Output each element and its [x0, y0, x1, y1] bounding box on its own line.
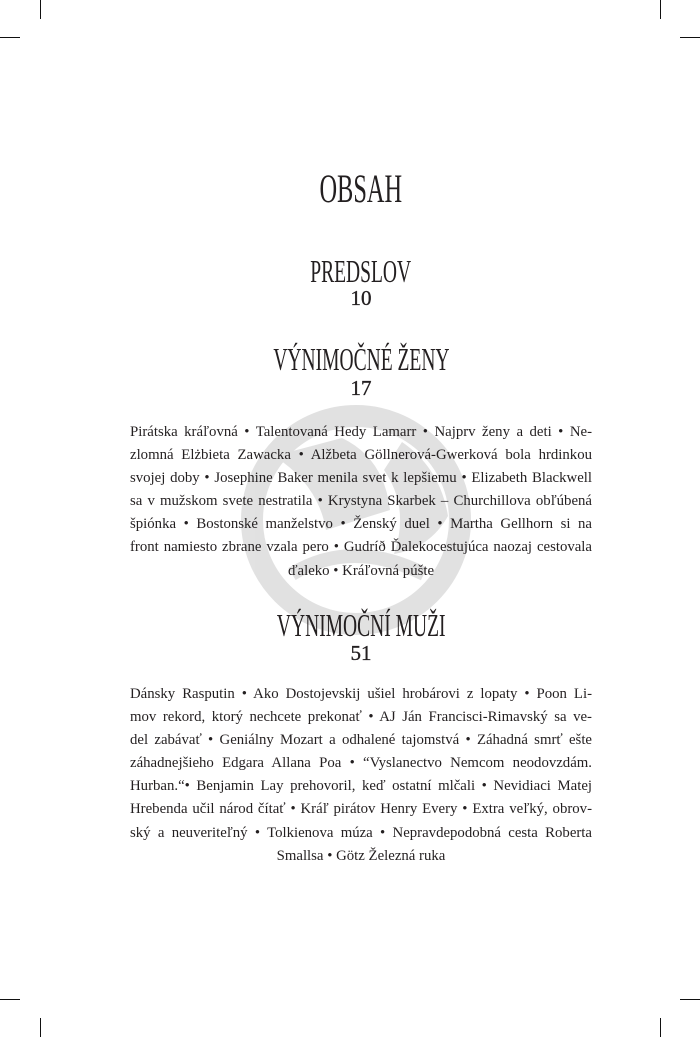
chapter-list-line: záhadnejšieho Edgara Allana Poa • “Vyslanectvo Nemcom neodovzdám.: [130, 755, 592, 772]
chapter-list-line: ský a neuveriteľný • Tolkienova múza • Nepravdepodobná cesta Roberta: [130, 824, 592, 841]
chapter-list-line: Hurban.“• Benjamin Lay prehovoril, keď ostatní mlčali • Nevidiaci Matej: [130, 778, 592, 795]
chapter-list-line: zlomná Elżbieta Zawacka • Alžbeta Göllnerová-Gwerková bola hrdinkou: [130, 447, 592, 464]
toc-page-number-vynimocne-zeny: 17: [350, 376, 372, 400]
crop-mark-top-right-vertical: [660, 0, 661, 19]
crop-mark-bottom-left-vertical: [40, 1018, 41, 1037]
crop-mark-top-left-vertical: [40, 0, 41, 19]
crop-mark-bottom-right-vertical: [660, 1018, 661, 1037]
crop-mark-bottom-left-horizontal: [0, 999, 20, 1000]
page-title-text: OBSAH: [319, 166, 403, 211]
toc-heading-vynimocni-muzi: [130, 609, 592, 641]
crop-mark-top-right-horizontal: [680, 37, 700, 38]
chapter-list-line: sa v mužskom svete nestratila • Krystyna Skarbek – Churchillova obľúbená: [130, 493, 592, 510]
section-heading-text: PREDSLOV: [310, 253, 412, 289]
toc-heading-vynimocne-zeny: [130, 343, 592, 375]
crop-mark-bottom-right-horizontal: [680, 999, 700, 1000]
page-title: [130, 166, 592, 211]
chapter-list-line: Smallsa • Götz Železná ruka: [276, 847, 446, 864]
chapter-list-line: front namiesto zbrane vzala pero • Gudríð Ďalekocestujúca naozaj cestovala: [130, 539, 592, 556]
toc-chapter-list-zeny: [130, 421, 592, 583]
crop-mark-top-left-horizontal: [0, 37, 20, 38]
chapter-list-line: špiónka • Bostonské manželstvo • Ženský duel • Martha Gellhorn si na: [130, 516, 592, 533]
chapter-list-line: ďaleko • Kráľovná púšte: [287, 562, 435, 579]
chapter-list-line: Hrebenda učil národ čítať • Kráľ pirátov Henry Every • Extra veľký, obrov-: [130, 801, 592, 818]
toc-page-number-vynimocni-muzi: 51: [350, 641, 372, 665]
chapter-list-line: Pirátska kráľovná • Talentovaná Hedy Lamarr • Najprv ženy a deti • Ne-: [130, 424, 592, 440]
section-heading-text: VÝNIMOČNÍ MUŽI: [276, 607, 446, 643]
toc-page-number-predslov: 10: [350, 286, 372, 310]
chapter-list-line: svojej doby • Josephine Baker menila svet k lepšiemu • Elizabeth Blackwell: [130, 470, 592, 487]
chapter-list-line: del zabávať • Geniálny Mozart a odhalené tajomstvá • Záhadná smrť ešte: [130, 732, 592, 749]
chapter-list-line: Dánsky Rasputin • Ako Dostojevskij ušiel hrobárovi z lopaty • Poon Li-: [130, 686, 592, 702]
toc-chapter-list-muzi: [130, 683, 592, 868]
chapter-list-line: mov rekord, ktorý nechcete prekonať • AJ Ján Francisci-Rimavský sa ve-: [130, 709, 592, 726]
toc-heading-predslov: [130, 255, 592, 287]
section-heading-text: VÝNIMOČNÉ ŽENY: [272, 341, 450, 377]
